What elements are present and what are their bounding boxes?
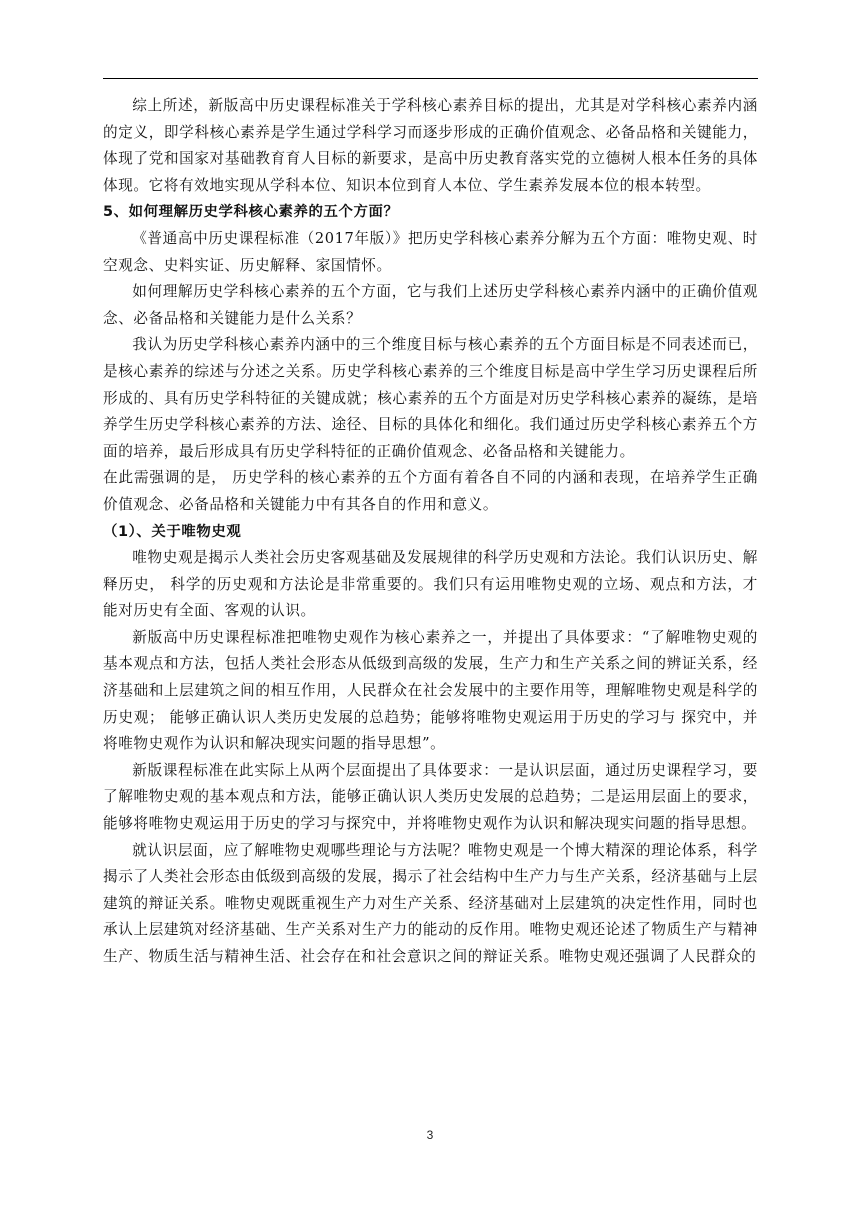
- paragraph: 新版高中历史课程标准把唯物史观作为核心素养之一，并提出了具体要求：“了解唯物史观的基本观点和方法，包括人类社会形态从低级到高级的发展，生产力和生产关系之间的辨证关系，经济基础和上层建筑之间的相互作用，人民群众在社会发展中的主要作用等，理解唯物史观是科学的历史观； 能够正确认识人类历史发展的总趋势；能够将唯物史观运用于历史的学习与 探究中，并将唯物史观作为认识和解决现实问题的指导思想”。: [103, 628, 758, 753]
- paragraph: 唯物史观是揭示人类社会历史客观基础及发展规律的科学历史观和方法论。我们认识历史、解释历史， 科学的历史观和方法论是非常重要的。我们只有运用唯物史观的立场、观点和方法，才能对历史有全面、客观的认识。: [103, 549, 758, 620]
- paragraph: 在此需强调的是， 历史学科的核心素养的五个方面有着各自不同的内涵和表现，在培养学生正确价值观念、必备品格和关键能力中有其各自的作用和意义。: [103, 469, 758, 513]
- paragraph: 就认识层面，应了解唯物史观哪些理论与方法呢？唯物史观是一个博大精深的理论体系，科学揭示了人类社会形态由低级到高级的发展，揭示了社会结构中生产力与生产关系，经济基础与上层建筑的辩证关系。唯物史观既重视生产力对生产关系、经济基础对上层建筑的决定性作用，同时也承认上层建筑对经济基础、生产关系对生产力的能动的反作用。唯物史观还论述了物质生产与精神生产、物质生活与精神生活、社会存在和社会意识之间的辩证关系。唯物史观还强调了人民群众的: [103, 841, 758, 965]
- paragraph: 我认为历史学科核心素养内涵中的三个维度目标与核心素养的五个方面目标是不同表述而已，是核心素养的综述与分述之关系。历史学科核心素养的三个维度目标是高中学生学习历史课程后所形成的、具有历史学科特征的关键成就；核心素养的五个方面是对历史学科核心素养的凝练，是培养学生历史学科核心素养的方法、途径、目标的具体化和细化。我们通过历史学科核心素养五个方面的培养，最后形成具有历史学科特征的正确价值观念、必备品格和关键能力。: [103, 336, 758, 460]
- header-rule: [103, 78, 758, 79]
- paragraph: 《普通高中历史课程标准（2017年版）》把历史学科核心素养分解为五个方面：唯物史观、时空观念、史料实证、历史解释、家国情怀。: [103, 229, 758, 274]
- page-number: 3: [426, 1128, 434, 1142]
- subsection-heading: （1）、关于唯物史观: [103, 523, 242, 540]
- paragraph: 如何理解历史学科核心素养的五个方面，它与我们上述历史学科核心素养内涵中的正确价值观念、必备品格和关键能力是什么关系？: [103, 283, 758, 327]
- paragraph: 新版课程标准在此实际上从两个层面提出了具体要求：一是认识层面，通过历史课程学习，要了解唯物史观的基本观点和方法，能够正确认识人类历史发展的总趋势；二是运用层面上的要求，能够将唯物史观运用于历史的学习与探究中，并将唯物史观作为认识和解决现实问题的指导思想。: [103, 761, 758, 833]
- section-heading: 5、如何理解历史学科核心素养的五个方面？: [103, 204, 399, 221]
- paragraph: 综上所述，新版高中历史课程标准关于学科核心素养目标的提出，尤其是对学科核心素养内涵的定义，即学科核心素养是学生通过学科学习而逐步形成的正确价值观念、必备品格和关键能力，体现了党和国家对基础教育育人目标的新要求，是高中历史教育落实党的立德树人根本任务的具体体现。它将有效地实现从学科本位、知识本位到育人本位、学生素养发展本位的根本转型。: [103, 97, 758, 194]
- document-body: [103, 93, 758, 971]
